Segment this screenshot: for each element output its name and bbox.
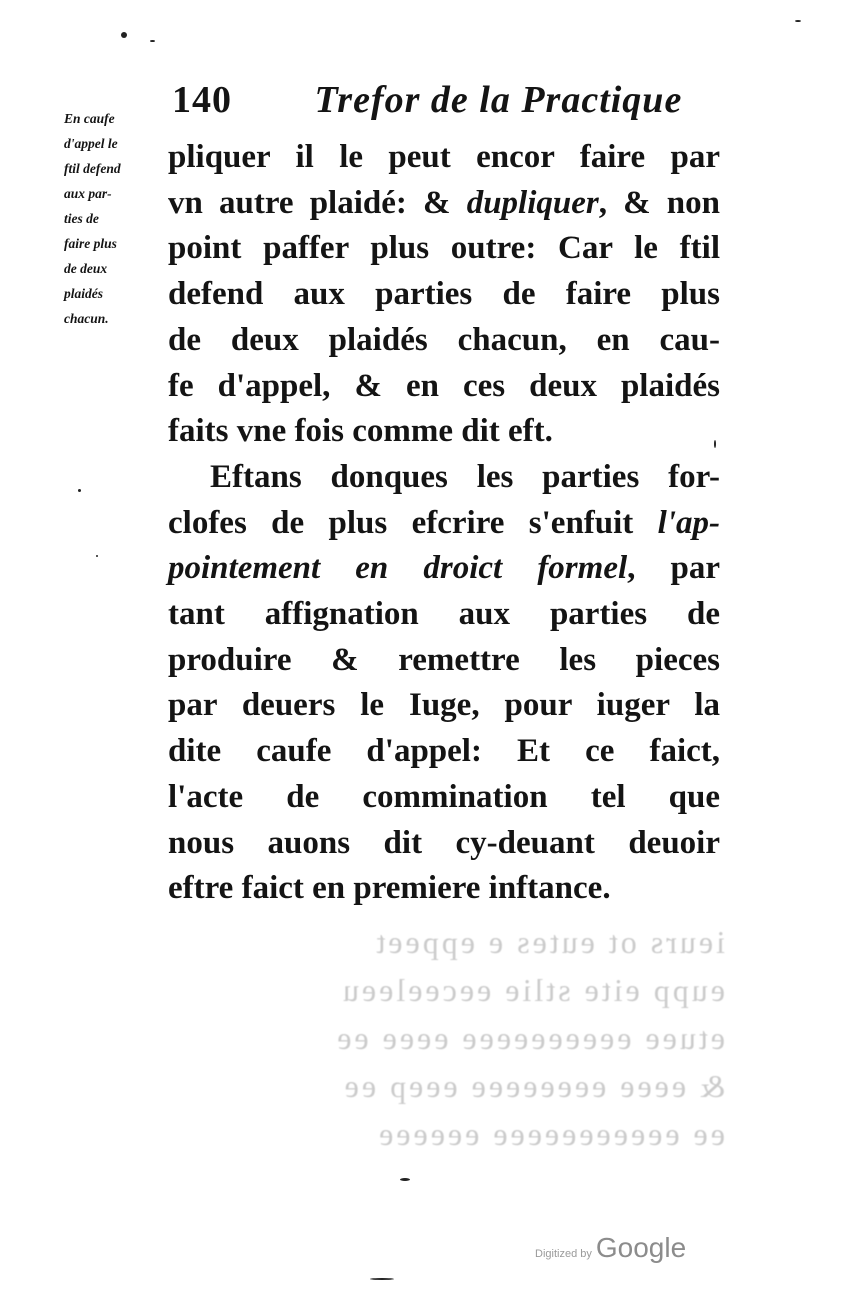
text-line: [168, 318, 720, 364]
text-run: pliquer il le peut encor faire par: [168, 139, 720, 175]
ink-speck: [121, 32, 127, 38]
margin-note-line: ties de: [64, 211, 99, 226]
italic-term: pointement en droict formel: [168, 550, 628, 587]
text-run: clofes de plus efcrire s'enfuit: [168, 504, 658, 541]
text-run: Eftans donques les parties for-: [210, 458, 720, 495]
text-run: produire & remettre les pieces: [168, 641, 720, 678]
text-run: nous auons dit cy-deuant deuoir: [168, 824, 720, 861]
text-run: par deuers le Iuge, pour iuger la: [168, 687, 720, 724]
running-title: Trefor de la Practique: [314, 79, 683, 121]
text-line: [168, 455, 720, 501]
bleed-through-text: [165, 918, 725, 1158]
body-text: [168, 135, 720, 912]
text-run: vn autre plaidé: &: [168, 184, 467, 221]
italic-term: l'ap-: [657, 504, 720, 541]
text-line: [168, 638, 720, 684]
text-line: [168, 181, 720, 227]
text-run: defend aux parties de faire plus: [168, 276, 720, 313]
margin-note: [64, 106, 168, 331]
ink-speck: [370, 1278, 394, 1280]
margin-note-line: ftil defend: [64, 161, 121, 176]
text-line: [168, 226, 720, 272]
text-line: [168, 546, 720, 592]
text-line: [168, 683, 720, 729]
ink-speck: [400, 1178, 410, 1181]
digitized-label: Digitized by: [535, 1248, 592, 1260]
ink-speck: [150, 40, 155, 42]
text-run: fe d'appel, & en ces deux plaidés: [168, 367, 720, 404]
ink-speck: [795, 20, 801, 22]
bleed-through-line: & eeee eeeeeeee eeep ee: [341, 1068, 725, 1104]
google-logo: Google: [595, 1232, 687, 1263]
margin-note-line: de deux: [64, 261, 108, 276]
text-run: de deux plaidés chacun, en cau-: [168, 321, 720, 358]
bleed-through-line: etuee eeeeeeeeee eeee ee: [334, 1020, 725, 1056]
page-header: [172, 78, 682, 122]
margin-note-line: faire plus: [64, 236, 117, 251]
bleed-through-line: ieurs ot eutes e eppeet: [373, 924, 725, 960]
margin-note-line: chacun.: [64, 311, 109, 326]
text-line: [168, 592, 720, 638]
text-run: eftre faict en premiere inftance.: [168, 870, 611, 907]
text-run: , & non: [598, 184, 720, 221]
text-run: l'acte de commination tel que: [168, 778, 720, 815]
margin-note-line: d'appel le: [64, 136, 118, 151]
ink-speck: [96, 555, 98, 557]
text-line: [168, 729, 720, 775]
bleed-through-line: ee eeeeeeeeeee eeeeee: [376, 1116, 725, 1152]
margin-note-line: plaidés: [64, 286, 103, 301]
text-line: [168, 135, 720, 181]
text-line: [168, 501, 720, 547]
text-run: dite caufe d'appel: Et ce faict,: [168, 733, 720, 770]
text-run: , par: [627, 550, 720, 587]
digitized-watermark: [535, 1232, 686, 1264]
margin-note-line: aux par-: [64, 186, 112, 201]
text-run: point paffer plus outre: Car le ftil: [168, 230, 720, 267]
page-number: 140: [172, 79, 232, 121]
text-line: [168, 364, 720, 410]
text-line: [168, 272, 720, 318]
italic-term: dupliquer: [466, 184, 599, 221]
bleed-through-line: eupp eite stlie eeceeleeu: [339, 972, 725, 1008]
ink-speck: [78, 489, 81, 492]
text-line: [168, 821, 720, 867]
text-line: [168, 775, 720, 821]
margin-note-line: En caufe: [64, 111, 115, 126]
text-line: [168, 409, 720, 455]
text-run: tant affignation aux parties de: [168, 596, 720, 633]
text-run: faits vne fois comme dit eft.: [168, 413, 553, 450]
text-line: [168, 866, 720, 912]
